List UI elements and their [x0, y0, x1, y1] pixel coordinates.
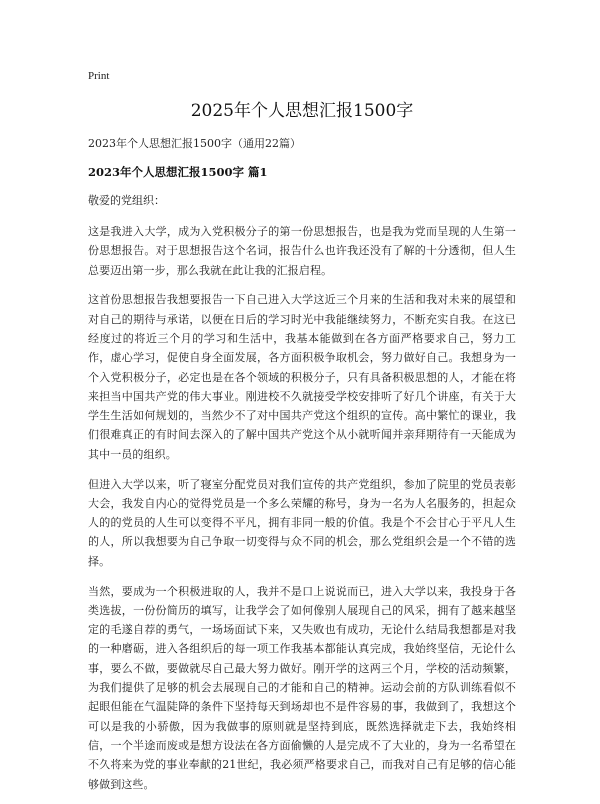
- document-subtitle: 2023年个人思想汇报1500字（通用22篇）: [88, 137, 301, 150]
- paragraph-2: 这首份思想报告我想要报告一下自己进入大学这近三个月来的生活和我对未来的展望和对自己的期待与承诺，以便在日后的学习时光中我能继续努力，不断充实自我。在这已经度过的将近三个月的学习和生活中，我基本能做到在各方面严格要求自己，努力工作，虚心学习，促使自身全面发展，各方面积极争取机会，努力做好自己。我想身为一个入党积极分子，必定也是在各个领域的积极分子，只有具备积极思想的人，才能在将来担当中国共产党的伟大事业。刚进校不久就接受学校安排听了好几个讲座，有关于大学生生活如何规划的，当然少不了对中国共产党这个组织的宣传。高中繁忙的课业，我们很难真正的有时间去深入的了解中国共产党这个从小就听闻并亲拜期待有一天能成为其中一员的组织。: [88, 293, 516, 461]
- document-page: [88, 70, 516, 804]
- paragraph-4: 当然，要成为一个积极进取的人，我并不是口上说说而已，进入大学以来，我投身于各类选拔，一份份简历的填写，让我学会了如何像别人展现自己的风采，拥有了越来越坚定的毛遂自荐的勇气，一场场面试下来，又失败也有成功，无论什么结局我想都是对我的一种磨砺，进入各组织后的每一项工作我基本都能认真完成，我始终坚信，无论什么事，要么不做，要做就尽自己最大努力做好。刚开学的这两三个月，学校的活动频繁，为我们提供了足够的机会去展现自己的才能和自己的精神。运动会前的方队训练看似不起眼但能在气温陡降的条件下坚持每天到场却也不是件容易的事，我做到了，我想这个可以是我的小骄傲，因为我做事的原则就是坚持到底，既然选择就走下去，我始终相信，一个半途而废或是想方设法在各方面偷懒的人是完成不了大业的，身为一名希望在不久将来为党的事业奉献的21世纪，我必须严格要求自己，而我对自己有足够的信心能够做到这些。: [88, 584, 516, 791]
- page-title: 2025年个人思想汇报1500字: [190, 101, 414, 121]
- print-link[interactable]: Print: [88, 70, 110, 82]
- paragraph-3: 但进入大学以来，听了寝室分配党员对我们宣传的共产党组织，参加了院里的党员表彰大会，我发自内心的觉得党员是一个多么荣耀的称号，身为一名为人名服务的，担起众人的的党员的人生可以变得不平凡，拥有非同一般的价值。我是个不会甘心于平凡人生的人，所以我想要为自己争取一切变得与众不同的机会，那么党组织会是一个不错的选择。: [88, 477, 516, 568]
- salutation: 敬爱的党组织：: [88, 194, 165, 207]
- paragraph-1: 这是我进入大学，成为入党积极分子的第一份思想报告，也是我为党而呈现的人生第一份思想报告。对于思想报告这个名词，报告什么也许我还没有了解的十分透彻，但人生总要迈出第一步，那么我就在此让我的汇报启程。: [88, 225, 516, 277]
- section-heading: 2023年个人思想汇报1500字 篇1: [88, 165, 268, 179]
